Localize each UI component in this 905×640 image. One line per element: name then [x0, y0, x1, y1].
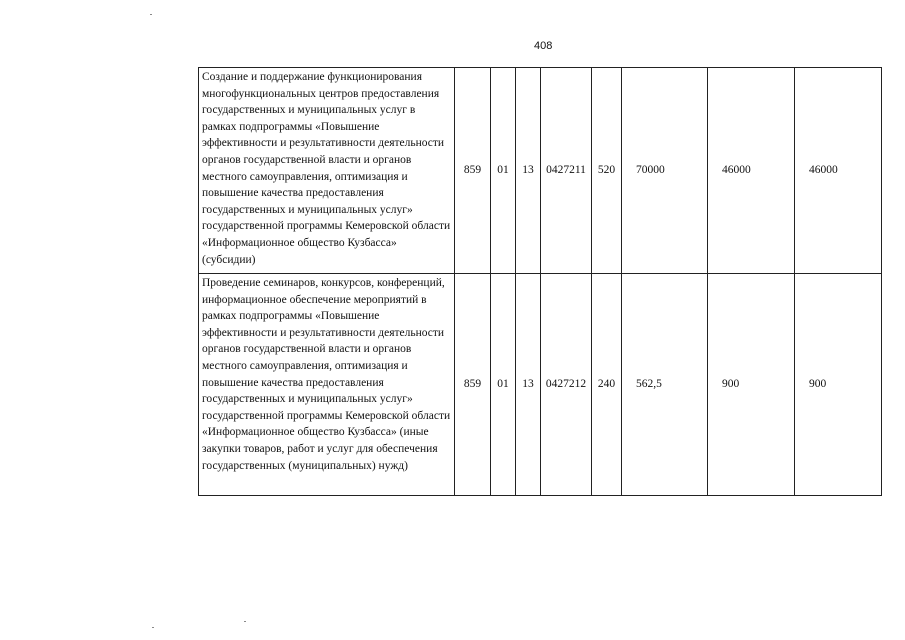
scan-speck	[150, 14, 152, 15]
row-description: Создание и поддержание функционирования многофункциональных центров предоставления государственных и муниципальных услуг в рамках подпрограммы «Повышение эффективности и результативности деятельности органов государственной власти и органов местного самоуправления, оптимизация и повышение качества предоставления государственных и муниципальных услуг» государственной программы Кемеровской области «Информационное общество Кузбасса» (субсидии)	[199, 68, 455, 274]
amount-year-1: 70000	[622, 68, 708, 274]
table-row	[199, 274, 882, 496]
scan-speck	[244, 621, 246, 622]
table-row	[199, 68, 882, 274]
expense-type-code: 240	[592, 274, 622, 496]
section-code: 01	[491, 274, 516, 496]
budget-table	[198, 67, 882, 496]
subsection-code: 13	[516, 68, 541, 274]
amount-year-3: 900	[795, 274, 882, 496]
amount-year-2: 46000	[708, 68, 795, 274]
amount-year-1: 562,5	[622, 274, 708, 496]
expense-type-code: 520	[592, 68, 622, 274]
section-code: 01	[491, 68, 516, 274]
target-article-code: 0427211	[541, 68, 592, 274]
row-description: Проведение семинаров, конкурсов, конференций, информационное обеспечение мероприятий в рамках подпрограммы «Повышение эффективности и результативности деятельности органов государственной власти и органов местного самоуправления, оптимизация и повышение качества предоставления государственных и муниципальных услуг» государственной программы Кемеровской области «Информационное общество Кузбасса» (иные закупки товаров, работ и услуг для обеспечения государственных (муниципальных) нужд)	[199, 274, 455, 496]
target-article-code: 0427212	[541, 274, 592, 496]
subsection-code: 13	[516, 274, 541, 496]
ministry-code: 859	[455, 274, 491, 496]
amount-year-2: 900	[708, 274, 795, 496]
page-number: 408	[534, 40, 553, 52]
ministry-code: 859	[455, 68, 491, 274]
amount-year-3: 46000	[795, 68, 882, 274]
scan-speck	[152, 627, 154, 628]
